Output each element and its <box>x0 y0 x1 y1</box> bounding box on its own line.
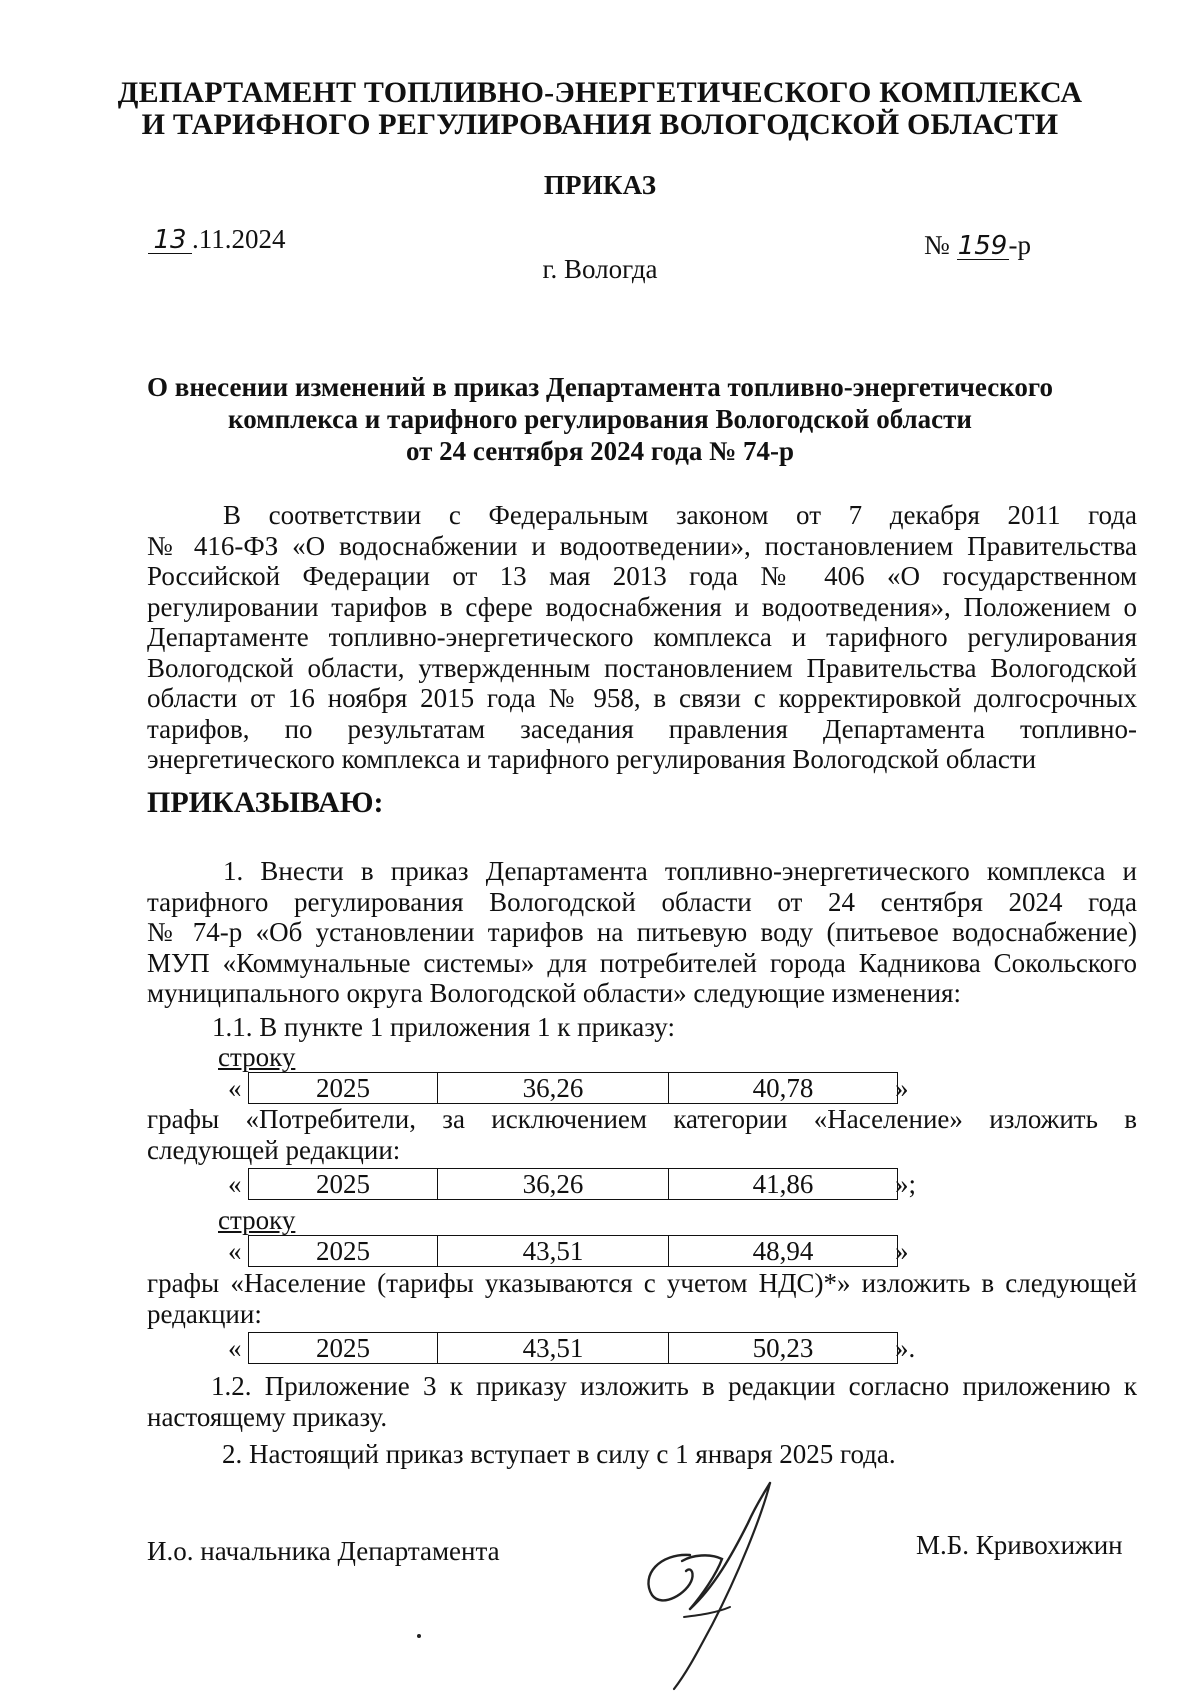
year-cell: 2025 <box>249 1073 438 1104</box>
tariff-2-cell: 50,23 <box>669 1333 898 1364</box>
tariff-1-cell: 36,26 <box>438 1073 669 1104</box>
tariff-1-cell: 43,51 <box>438 1236 669 1267</box>
preamble-line: области от 16 ноября 2015 года № 958, в связи с корректировкой долгосрочных <box>147 683 1137 713</box>
year-cell: 2025 <box>249 1333 438 1364</box>
tariff-2-cell: 48,94 <box>669 1236 898 1267</box>
item-1-2 <box>147 1371 1137 1432</box>
order-date <box>148 224 286 255</box>
item-1-line: тарифного регулирования Вологодской области от 24 сентября 2024 года <box>147 886 1137 917</box>
preamble-line: Департаменте топливно-энергетического комплекса и тарифного регулирования <box>147 622 1137 652</box>
graph-1-line: следующей редакции: <box>147 1134 401 1165</box>
tariff-2-cell: 40,78 <box>669 1073 898 1104</box>
word-stroku: строку <box>218 1042 296 1072</box>
table-row <box>249 1333 898 1364</box>
item-1-line: № 74-р «Об установлении тарифов на питьевую воду (питьевое водоснабжение) <box>147 917 1137 947</box>
graph-2-line: редакции: <box>147 1298 262 1329</box>
close-quote: » <box>895 1073 909 1103</box>
tariff-2-cell: 41,86 <box>669 1169 898 1200</box>
table-row <box>249 1236 898 1267</box>
document-type: ПРИКАЗ <box>543 170 657 200</box>
department-title-line1: ДЕПАРТАМЕНТ ТОПЛИВНО-ЭНЕРГЕТИЧЕСКОГО КОМПЛЕКСА <box>117 76 1083 109</box>
preamble-line: Вологодской области, утвержденным постановлением Правительства Вологодской <box>147 652 1137 683</box>
item-1-2-line: 1.2. Приложение 3 к приказу изложить в редакции согласно приложению к <box>211 1371 1137 1401</box>
handwritten-signature <box>630 1475 810 1695</box>
tariff-row-table-2 <box>248 1168 898 1200</box>
word-stroku: строку <box>218 1205 296 1235</box>
open-quote: « <box>228 1169 242 1199</box>
open-quote: « <box>228 1073 242 1103</box>
preamble-line: энергетического комплекса и тарифного регулирования Вологодской области <box>147 744 1037 774</box>
preamble-line: регулировании тарифов в сфере водоснабжения и водоотведения», Положением о <box>147 591 1137 622</box>
open-quote: « <box>228 1333 242 1363</box>
number-prefix: № <box>924 230 950 260</box>
open-quote: « <box>228 1236 242 1266</box>
tariff-row-table-1 <box>248 1072 898 1104</box>
item-2: 2. Настоящий приказ вступает в силу с 1 января 2025 года. <box>222 1439 896 1469</box>
city: г. Вологда <box>542 254 658 284</box>
tariff-row-table-4 <box>248 1332 898 1364</box>
tariff-row-table-3 <box>248 1235 898 1267</box>
tariff-1-cell: 36,26 <box>438 1169 669 1200</box>
table-row <box>249 1073 898 1104</box>
subject-line1: О внесении изменений в приказ Департамента топливно-энергетического <box>146 372 1053 402</box>
subject-line2: комплекса и тарифного регулирования Вологодской области <box>228 404 972 434</box>
close-quote: ». <box>895 1333 916 1363</box>
preamble-line: № 416-ФЗ «О водоснабжении и водоотведении», постановлением Правительства <box>147 530 1137 561</box>
graph-1-line: графы «Потребители, за исключением категории «Население» изложить в <box>147 1104 1137 1134</box>
order-word: ПРИКАЗЫВАЮ: <box>147 786 384 819</box>
preamble <box>147 500 1137 775</box>
graph-1 <box>147 1104 1137 1165</box>
item-1-2-line: настоящему приказу. <box>147 1401 388 1432</box>
tariff-1-cell: 43,51 <box>438 1333 669 1364</box>
preamble-line: тарифов, по результатам заседания правления Департамента топливно- <box>147 713 1137 744</box>
number-value-handwritten: 159 <box>957 231 1008 261</box>
department-title-line2: И ТАРИФНОГО РЕГУЛИРОВАНИЯ ВОЛОГОДСКОЙ ОБЛАСТИ <box>141 108 1059 141</box>
preamble-line: Российской Федерации от 13 мая 2013 года № 406 «О государственном <box>147 561 1137 591</box>
year-cell: 2025 <box>249 1169 438 1200</box>
item-1-line: 1. Внести в приказ Департамента топливно-энергетического комплекса и <box>223 856 1137 886</box>
table-row <box>249 1169 898 1200</box>
item-1-line: МУП «Коммунальные системы» для потребителей города Кадникова Сокольского <box>147 947 1137 978</box>
item-1-line: муниципального округа Вологодской области» следующие изменения: <box>147 978 961 1008</box>
stray-dot <box>417 1634 421 1638</box>
close-quote: » <box>895 1236 909 1266</box>
signatory-name: М.Б. Кривохижин <box>916 1530 1123 1560</box>
preamble-line: В соответствии с Федеральным законом от 7 декабря 2011 года <box>223 500 1137 530</box>
item-1 <box>147 856 1137 1009</box>
subject-line3: от 24 сентября 2024 года № 74-р <box>405 436 794 466</box>
graph-2 <box>147 1268 1137 1329</box>
year-cell: 2025 <box>249 1236 438 1267</box>
signatory-position: И.о. начальника Департамента <box>147 1536 500 1566</box>
close-quote: »; <box>895 1169 917 1199</box>
date-rest: .11.2024 <box>192 224 286 254</box>
date-day-handwritten: 13 <box>148 227 192 254</box>
graph-2-line: графы «Население (тарифы указываются с учетом НДС)*» изложить в следующей <box>147 1268 1137 1298</box>
number-suffix: -р <box>1008 230 1032 260</box>
item-1-1: 1.1. В пункте 1 приложения 1 к приказу: <box>212 1012 675 1042</box>
